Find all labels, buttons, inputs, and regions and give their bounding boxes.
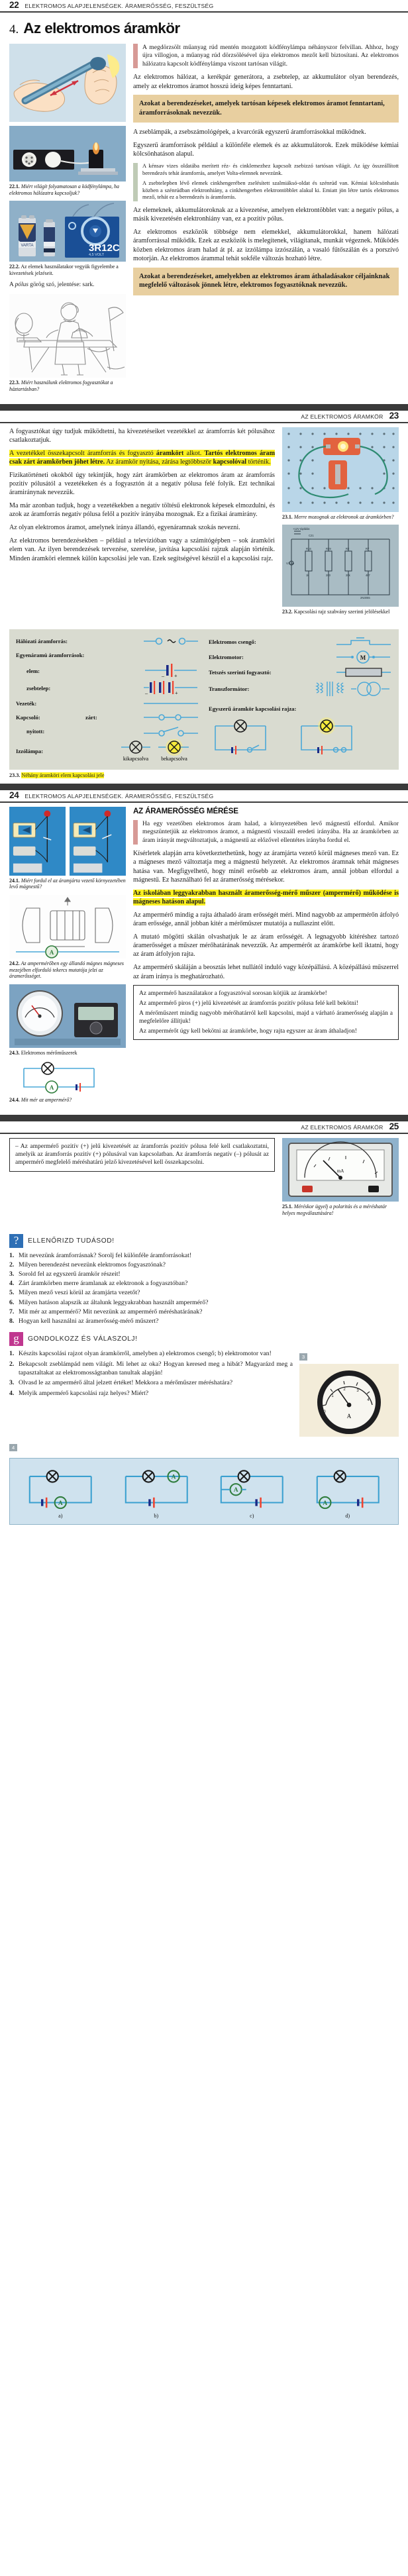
- g-letter-icon: g: [9, 1332, 23, 1346]
- page23-paragraph-5: Az elektromos berendezésekben – például a televízióban vagy a számítógépben – sok áramköri elem van. Az ilyen berendezések tervezése, szerelése, javítása kapcsolási rajzuk alapján történik. Minden áramköri elemnek külön kapcsolási jele van. Ezek segítségével készül el a kapcsolási rajz.: [9, 537, 275, 562]
- circuit-diagram-b: [110, 1464, 203, 1513]
- circuit-variant-a: [14, 1464, 107, 1519]
- symbol-row-bell: [209, 635, 392, 648]
- page-25: [0, 1121, 408, 1531]
- page25-top-columns: [0, 1134, 408, 1227]
- symbol-label-motor: Elektromotor:: [209, 653, 244, 660]
- hands-rubbing-rod-illustration: [9, 44, 126, 122]
- check-item-2: Milyen berendezést nevezünk elektromos fogyasztónak?: [19, 1261, 166, 1269]
- measuring-instruments-photo: [9, 984, 126, 1048]
- page23-paragraph-1: A fogyasztókat úgy tudjuk működtetni, ha kivezetéseiket vezetékkel az áramforrás két pólusához csatlakoztatjuk.: [9, 427, 275, 444]
- running-head-title: ELEKTROMOS ALAPJELENSÉGEK. ÁRAMERŐSSÉG, FESZÜLTSÉG: [25, 792, 214, 799]
- battery-model-label: 3R12C: [89, 242, 120, 254]
- symbol-row-transformer: [209, 680, 392, 697]
- transformer-symbol: [313, 680, 392, 697]
- page22-paragraph-3: Egyszerű áramforrások például a különféle elemek és az akkumulátorok. Ezek működése kémiai kölcsönhatáson alapul.: [133, 141, 399, 158]
- pegboard-circuit-photo: [282, 427, 399, 512]
- symbol-table-left-column: [16, 635, 199, 763]
- ammeter-rules-box: [133, 985, 399, 1040]
- page-24: [0, 790, 408, 1115]
- experiment-note-2b-text: A zsebtelepben lévő elemek cinkhengerében zselésített szalmiáksó-oldat és szénrúd van. Kémiai kölcsönhatás közben a szénrúdban elektronhiány, a cinkhengerben elektrontöbblet alakul ki. Emiatt jön létre tartós elektromos mező, tehát ez a berendezés is áramforrás.: [142, 180, 399, 201]
- check-item-1: Mit nevezünk áramforrásnak? Sorolj fel különféle áramforrásokat!: [19, 1252, 192, 1260]
- figure-24-2: [9, 895, 126, 980]
- page22-figure-column: [9, 44, 126, 397]
- svg-text:R16: R16: [306, 547, 311, 551]
- page24-highlight-text: Az iskolában leggyakrabban használt áramerősség-mérő műszer (ampermérő) működése is mágneses hatáson alapul.: [133, 889, 399, 905]
- round-ammeter-dial-photo: [299, 1364, 399, 1437]
- hl-c: alkot.: [183, 449, 205, 457]
- circuit-variant-c: [205, 1464, 299, 1519]
- figure-25-1-caption: [282, 1204, 399, 1216]
- symbol-row-motor: [209, 650, 392, 664]
- page22-columns: [0, 40, 408, 404]
- hl-g: történik.: [246, 458, 271, 466]
- check-knowledge-list: [9, 1252, 399, 1325]
- ammeter-letter-A: A: [49, 949, 54, 956]
- polus-italic-word: pólus: [15, 282, 28, 289]
- figure-24-3-text: Elektromos mérőműszerek: [21, 1049, 77, 1056]
- definition-box-fogyaszto: [133, 268, 399, 295]
- running-head-title: ELEKTROMOS ALAPJELENSÉGEK. ÁRAMERŐSSÉG, FESZÜLTSÉG: [25, 3, 214, 9]
- think-item-4: Melyik ampermérő kapcsolási rajz helyes? Miért?: [19, 1389, 149, 1397]
- symbol-label-cell: elem:: [26, 667, 40, 674]
- svg-text:3: 3: [356, 1389, 359, 1394]
- page25-topbox-column: [9, 1138, 275, 1177]
- figure-22-3-caption: [9, 380, 126, 392]
- think-answer-header: [9, 1332, 399, 1346]
- page23-text-column: [9, 427, 275, 563]
- running-head-title: AZ ELEKTROMOS ÁRAMKÖR: [301, 1123, 383, 1131]
- note-bar: [133, 44, 138, 68]
- list-item: 8. Hogyan kell használni az áramerősség-mérő műszert?: [9, 1317, 159, 1325]
- ammeter-polarity-box: – Az ampermérő pozitív (+) jelű kivezetését az áramforrás pozitív pólusa felé kell csatlakoztatni, amelyik az áramforrás pozitív (+) pólusával van kapcsolatban. Az áramforrás negatív (–) pólusát az ampermérő megfelelő méréshatárú jelző kivezetésével kell összekapcsolni.: [9, 1138, 275, 1172]
- symbol-label-resistor: Tetszés szerinti fogyasztó:: [209, 668, 272, 676]
- figure-23-2-number: 23.2.: [282, 609, 293, 615]
- polus-sidenote: A pólus görög szó, jelentése: sark.: [9, 282, 95, 289]
- page25-meter-figure: [282, 1138, 399, 1221]
- figure-22-1-text: Miért világít folyamatosan a ködfénylámpa, ha elektromos hálózatra kapcsoljuk?: [9, 183, 119, 196]
- circuit-diagram-d: [301, 1464, 395, 1513]
- figure-24-1-caption: [9, 878, 126, 890]
- svg-text:A: A: [58, 1500, 63, 1508]
- switch-open-symbol: [142, 725, 199, 737]
- lamp-symbols-group: [120, 739, 199, 763]
- ironing-sketch-illustration: [9, 294, 126, 378]
- circuit-variant-d: [301, 1464, 395, 1519]
- figure-24-3-caption: [9, 1050, 126, 1056]
- motor-symbol: [335, 650, 392, 664]
- page22-text-column: [133, 44, 399, 301]
- symbol-label-simple-circuit: Egyszerű áramkör kapcsolási rajza:: [209, 705, 297, 713]
- meter-scale-unit: mA: [336, 1168, 344, 1174]
- running-head-page22: [0, 0, 408, 13]
- lamp-on-label: bekapcsolva: [161, 755, 187, 762]
- svg-text:–: –: [162, 672, 164, 679]
- svg-text:–: –: [145, 690, 148, 696]
- wire-symbol: [142, 699, 199, 708]
- figure-23-1-number: 23.1.: [282, 513, 293, 520]
- folio-number: 23: [389, 410, 399, 421]
- experiment-note-24: [133, 820, 399, 845]
- symbol-row-ac-source: [16, 635, 199, 648]
- page24-paragraph-1: Kísérletek alapján arra következtethetünk, hogy az áramjárta vezető körül mágneses mező van. Ez a mágneses mező változtatja meg a mágnestű helyzetét. Az elektromos áramnak tehát mágneses hatása van. Megfigyelhető, hogy minél erősebb az elektromos áram, annál jobban elfordul a mágnestű. Ez használható fel az áramerősség mérésekor.: [133, 849, 399, 884]
- figure-24-2-text: Az ampermérőben egy állandó mágnes mágneses mezejében elforduló tekercs mutatója jelzi az áramerősséget.: [9, 960, 124, 980]
- running-head-page23: [0, 411, 408, 423]
- hl-f: kapcsolóval: [213, 458, 247, 466]
- check-item-4: Zárt áramkörben merre áramlanak az elektronok a fogyasztóban?: [19, 1280, 188, 1288]
- svg-text:200: 200: [326, 574, 331, 578]
- symbol-label-dc-sources: Egyenáramú áramforrások:: [16, 652, 85, 659]
- svg-text:R2: R2: [346, 547, 350, 551]
- think-answer-title: GONDOLKOZZ ÉS VÁLASZOLJ!: [28, 1335, 138, 1343]
- symbol-label-bell: Elektromos csengő:: [209, 638, 256, 645]
- svg-text:VARTA: VARTA: [21, 244, 34, 248]
- page24-text-column: [133, 807, 399, 1045]
- ammeter-coil-diagram: [9, 895, 126, 958]
- figure-23-1-caption: [282, 514, 399, 521]
- circuit-diagram-a: [14, 1464, 107, 1513]
- svg-text:A: A: [171, 1474, 176, 1481]
- symbol-label-switch: Kapcsoló:: [16, 714, 40, 721]
- svg-text:+: +: [174, 672, 178, 679]
- resistor-symbol: [335, 666, 392, 679]
- page24-highlight: [133, 889, 399, 907]
- figure-22-3-number: 22.3.: [9, 380, 20, 386]
- list-item: 2. Bekapcsolt zseblámpád nem világít. Mi lehet az oka? Hogyan keresed meg a hibát? Magyarázd meg a tapasztaltakat az elektromosságtanban tanultak alapján!: [9, 1360, 293, 1376]
- think-item-1: Készíts kapcsolási rajzot olyan áramkörről, amelyben a) elektromos csengő; b) elektromotor van!: [19, 1350, 272, 1358]
- figure-22-2-number: 22.2.: [9, 264, 20, 270]
- page23-columns: [0, 423, 408, 627]
- list-item: 1. Készíts kapcsolási rajzot olyan áramkörről, amelyben a) elektromos csengő; b) elektromotor van!: [9, 1350, 272, 1358]
- svg-text:2N3055: 2N3055: [360, 596, 370, 600]
- symbol-row-resistor: [209, 666, 392, 679]
- page23-figure-column: [282, 427, 399, 620]
- page24-paragraph-2: Az ampermérő mindig a rajta áthaladó áram erősségét méri. Mind nagyobb az ampermérőn átfolyó áram erőssége, annál jobban kitér a mérőműszer mutatója a nullaszint előtt.: [133, 911, 399, 928]
- figure-24-4-text: Mit mér az ampermérő?: [21, 1097, 72, 1104]
- note-bar: [133, 820, 138, 845]
- page22-paragraph-4: Az elemeknek, akkumulátoroknak az a kivezetése, amelyen elektrontöbblet van: a negatív pólus, a másik kivezetésén elektronhiány van, ez a pozitív pólus.: [133, 206, 399, 223]
- circuit-label-a: a): [58, 1513, 63, 1520]
- figure-22-3-text: Miért használunk elektromos fogyasztókat a háztartásban?: [9, 380, 113, 392]
- figure-23-1-text: Merre mozognak az elektronok az áramkörben?: [293, 513, 394, 520]
- check-knowledge-header: [9, 1234, 399, 1248]
- symbol-row-switch-closed: [16, 711, 199, 724]
- symbol-sublabel-open: nyitott:: [26, 728, 45, 735]
- figure-22-1-caption: [9, 183, 126, 196]
- page-separator-3: [0, 1115, 408, 1121]
- batteries-photo: [9, 201, 126, 262]
- think-figure-column: [299, 1350, 399, 1437]
- circuit-diagram-c: [205, 1464, 299, 1513]
- definition-box-aramforras-text: Azokat a berendezéseket, amelyek tartósan képesek elektromos áramot fenntartani, áramforrásoknak nevezzük.: [139, 100, 385, 117]
- figure-24-3: [9, 984, 126, 1056]
- list-item: 4. Zárt áramkörben merre áramlanak az elektronok a fogyasztóban?: [9, 1280, 188, 1288]
- check-item-8: Hogyan kell használni az áramerősség-mérő műszert?: [19, 1317, 159, 1325]
- symbol-sublabel-closed: zárt:: [85, 714, 97, 721]
- circuit-label-d: d): [345, 1513, 350, 1520]
- figure-22-1-photo: [9, 126, 126, 196]
- page24-columns: [0, 803, 408, 1115]
- symbol-label-battery: zsebtelep:: [26, 684, 51, 692]
- symbol-row-battery: [16, 680, 199, 696]
- svg-text:R7: R7: [366, 547, 370, 551]
- list-item: 6. Milyen hatáson alapszik az általunk leggyakrabban használt ampermérő?: [9, 1298, 209, 1306]
- page22-paragraph-5: Az elektromos eszközök többsége nem elemekkel, akkumulátorokkal, hanem hálózati áramforrással működik. Ezek az eszközök is melegítenek, világítanak, munkát végeznek. Működés közben elektromos áram halad át pl. az izzólámpa izzószálán, a vasaló fűtőszálán és a porszívó motorján. Az elektromos árammal tehát sokféle változás hozható létre.: [133, 229, 399, 262]
- page23-paragraph-3: Ma már azonban tudjuk, hogy a vezetékekben a negatív töltésű elektronok képesek elmozdulni, és azok az áramforrás negatív pólusa felől a pozitív irányába mozognak. Ez a fizikai áramirány.: [9, 502, 275, 519]
- figure-24-2-caption: [9, 960, 126, 980]
- ammeter-circuit-diagram: [9, 1060, 126, 1095]
- figure-23-3-caption: [9, 772, 399, 778]
- figure-24-4-number: 24.4.: [9, 1097, 20, 1104]
- hl-e: Az áramkör nyitása, zárása legtöbbször: [105, 458, 213, 466]
- simple-circuit-diagrams: [209, 717, 374, 759]
- symbol-label-transformer: Transzformátor:: [209, 685, 250, 692]
- experiment-note-24-text: Ha egy vezetőben elektromos áram halad, a környezetében levő mágnestű elfordul. Amikor megszüntetjük az elektromos áramot, a mágnestű visszaáll eredeti irányába. Ha az áramkörben az áram irányát megváltoztatjuk, a mágnestű az előzővel ellentétes irányba fordul el.: [142, 819, 399, 844]
- list-item: 7. Mit mér az ampermérő? Mit nevezünk az ampermérő méréshatárának?: [9, 1308, 203, 1315]
- figure-22-2-caption: [9, 264, 126, 276]
- section-heading-aramerosseg: AZ ÁRAMERŐSSÉG MÉRÉSE: [133, 806, 238, 815]
- figure-23-2-text: Kapcsolási rajz szabvány szerinti jelölésekkel: [293, 609, 390, 615]
- svg-text:+: +: [175, 690, 178, 696]
- list-item: 1. Mit nevezünk áramforrásnak? Sorolj fel különféle áramforrásokat!: [9, 1252, 192, 1260]
- hl-d: Tartós elektromos áram csak zárt áramkörben jöhet létre.: [9, 449, 275, 466]
- list-item: 5. Milyen mező veszi körül az áramjárta vezetőt?: [9, 1289, 140, 1297]
- svg-text:4: 4: [367, 1398, 370, 1403]
- check-item-7: Mit mér az ampermérő? Mit nevezünk az ampermérő méréshatárának?: [19, 1308, 203, 1315]
- figure-24-2-number: 24.2.: [9, 960, 20, 966]
- schematic-diagram-photo: [282, 525, 399, 607]
- compass-experiment-photo-b: [70, 807, 126, 876]
- svg-text:2: 2: [343, 1388, 346, 1392]
- running-head-title: AZ ELEKTROMOS ÁRAMKÖR: [301, 413, 383, 420]
- chapter-number: 4.: [9, 23, 19, 36]
- list-item: 2. Milyen berendezést nevezünk elektromos fogyasztónak?: [9, 1261, 166, 1269]
- ammeter-rule-4: Az ampermérőt úgy kell bekötni az áramkörbe, hogy rajta egyszer az áram áthaladjon!: [139, 1028, 357, 1035]
- list-item: 4. Melyik ampermérő kapcsolási rajz helyes? Miért?: [9, 1389, 149, 1397]
- ammeter-rule-1: Az ampermérő használatakor a fogyasztóval sorosan kötjük az áramkörbe!: [139, 990, 327, 998]
- svg-text:C21: C21: [309, 534, 314, 538]
- circuit-variant-b: [110, 1464, 203, 1519]
- figure-25-1-text: Méréskor ügyelj a polaritás és a méréshatár helyes megválasztására!: [282, 1203, 387, 1216]
- circuit-variants-strip: [9, 1458, 399, 1525]
- symbol-row-simple-circuit-title: [209, 703, 392, 715]
- symbol-label-lamp: Izzólámpa:: [16, 747, 44, 754]
- figure-23-3-text: Néhány áramköri elem kapcsolási jele: [21, 772, 105, 778]
- experiment-note-1: [133, 44, 399, 68]
- page23-paragraph-4: Az olyan elektromos áramot, amelynek iránya állandó, egyenáramnak szokás nevezni.: [9, 524, 240, 532]
- check-knowledge-title: ELLENŐRIZD TUDÁSOD!: [28, 1237, 115, 1245]
- check-item-3: Sorold fel az egyszerű áramkör részeit!: [19, 1270, 121, 1278]
- svg-text:R29: R29: [326, 547, 331, 551]
- battery-voltage-label: 4,5 VOLT: [89, 253, 105, 258]
- hl-b: áramkört: [156, 449, 184, 457]
- definition-box-fogyaszto-text: Azokat a berendezéseket, amelyekben az elektromos áram áthaladásakor céljainknak megfelelő változások jönnek létre, elektromos fogyasztóknak nevezzük.: [139, 272, 390, 289]
- figure-22-2-text: Az elemek használatakor vegyük figyelembe a kivezetések jelzéseit.: [9, 264, 119, 276]
- ac-source-symbol: [142, 636, 199, 646]
- symbol-row-cell: [16, 663, 199, 679]
- svg-text:A: A: [322, 1500, 327, 1508]
- symbol-row-wire: [16, 697, 199, 710]
- svg-text:1k: 1k: [306, 574, 309, 578]
- experiment-note-2a-text: A kénsav vizes oldatába merített réz- és cinklemezhez kapcsolt zsebizzó tartósan világít. Az így összeállított berendezés tehát áramforrás, amelyet Volta-elemnek nevezünk.: [142, 163, 399, 176]
- folio-number: 25: [389, 1121, 399, 1131]
- figure-tag-4: 4: [9, 1444, 17, 1451]
- svg-text:+12V táplálás: +12V táplálás: [293, 527, 310, 531]
- page-separator-1: [0, 404, 408, 411]
- experiment-note-1-text: A megdörzsölt műanyag rúd mentén mozgatott ködfénylámpa néhányszor felvillan. Ahhoz, hogy újra villogjon, a műanyag rúd dörzsölésével újra elektromos mezőt kell biztosítani. Az elektromos hálózatra kapcsolt ködfénylámpa viszont tartósan világít.: [142, 44, 399, 68]
- circuit-label-c: c): [250, 1513, 254, 1520]
- figure-24-1-text: Miért fordul el az áramjárta vezető környezetében levő mágnestű?: [9, 877, 126, 890]
- switch-closed-symbol: [142, 712, 199, 723]
- analog-ammeter-photo: [282, 1138, 399, 1202]
- figure-24-1: [9, 807, 126, 890]
- circuit-label-b: b): [154, 1513, 159, 1520]
- figure-24-4: [9, 1060, 126, 1104]
- folio-number: 22: [9, 0, 19, 10]
- page-22: [0, 0, 408, 404]
- page23-highlight-paragraph: [9, 449, 275, 467]
- list-item: 3. Sorold fel az egyszerű áramkör részeit!: [9, 1270, 121, 1278]
- page22-paragraph-1: Az elektromos hálózat, a kerékpár generátora, a zsebtelep, az akkumulátor olyan berendezés, amely az elektromos áramot hosszú ideig képes fenntartani.: [133, 74, 399, 90]
- ammeter-rule-2: Az ampermérő piros (+) jelű kivezetését az áramforrás pozitív pólusa felé kell bekötni!: [139, 1000, 358, 1007]
- page-23: [0, 411, 408, 784]
- page23-paragraph-2: Fizikatörténeti okokból úgy tekintjük, hogy zárt áramkörben az elektromos áram az áramforrás pozitív pólusától a vezetékeken és a fogyasztón át a negatív pólusa felé folyik. Ezt technikai áramiránynak nevezzük.: [9, 471, 275, 497]
- lamp-off-label: kikapcsolva: [123, 755, 149, 762]
- bell-symbol: [335, 635, 392, 648]
- cell-symbol: [142, 663, 199, 679]
- svg-text:20k: 20k: [346, 574, 350, 578]
- page24-paragraph-4: Az ampermérő skáláján a beosztás lehet nullától induló vagy középállású. A középállású műszerrel az áram iránya is meghatározható.: [133, 964, 399, 980]
- figure-22-1: [9, 44, 126, 122]
- figure-23-3-number: 23.3.: [9, 772, 21, 778]
- svg-text:0: 0: [323, 1410, 326, 1415]
- figure-24-1-number: 24.1.: [9, 877, 20, 884]
- page22-paragraph-2: A zseblámpák, a zsebszámológépek, a kvarcórák egyszerű áramforrásokkal működnek.: [133, 129, 366, 136]
- circuit-symbol-table: [9, 629, 399, 770]
- running-head-page25: [0, 1121, 408, 1134]
- battery-symbol: [142, 680, 199, 696]
- page-title: [0, 13, 408, 40]
- figure-23-2-caption: [282, 609, 399, 615]
- folio-number: 24: [9, 790, 19, 800]
- think-answer-list: [9, 1350, 293, 1400]
- figure-22-2: [9, 201, 126, 276]
- ammeter-rule-3: A mérőműszert mindig nagyobb mérőhatárról kell kapcsolni, majd a várható áramerősség alapján a megfelelőre állítjuk!: [139, 1010, 393, 1025]
- think-item-2: Bekapcsolt zseblámpád nem világít. Mi lehet az oka? Hogyan keresed meg a hibát? Magyarázd meg a tapasztaltakat az elektromosságtanban tanultak alapján!: [19, 1360, 293, 1376]
- page24-figure-column: [9, 807, 126, 1108]
- figure-25-1-number: 25.1.: [282, 1203, 293, 1210]
- page-separator-2: [0, 784, 408, 790]
- svg-text:A: A: [233, 1487, 238, 1494]
- figure-23-2: [282, 525, 399, 615]
- svg-text:1: 1: [331, 1394, 334, 1399]
- think-item-3: Olvasd le az ampermérő által jelzett értéket! Mekkora a mérőműszer méréshatára?: [19, 1379, 233, 1387]
- symbol-row-dc-sources: [16, 649, 199, 662]
- figure-24-4-caption: [9, 1097, 126, 1104]
- definition-box-aramforras: [133, 95, 399, 123]
- symbol-row-simple-circuit-diagrams: [209, 717, 392, 759]
- ammeter-symbol-letter: A: [49, 1084, 54, 1092]
- figure-tag-3: 3: [299, 1353, 307, 1361]
- symbol-row-switch-open: [16, 725, 199, 738]
- dial-letter-A: A: [346, 1413, 352, 1420]
- check-item-5: Milyen mező veszi körül az áramjárta vezetőt?: [19, 1289, 140, 1297]
- svg-text:V/2,5e: V/2,5e: [286, 562, 295, 566]
- mains-socket-photo: [9, 126, 126, 181]
- svg-text:4k7: 4k7: [366, 574, 370, 578]
- figure-22-3: [9, 294, 126, 392]
- hl-a: A vezetékkel összekapcsolt áramforrás és fogyasztó: [9, 449, 156, 457]
- symbol-label-ac-source: Hálózati áramforrás:: [16, 638, 68, 645]
- question-mark-icon: ?: [9, 1234, 23, 1248]
- check-item-6: Milyen hatáson alapszik az általunk leggyakrabban használt ampermérő?: [19, 1298, 209, 1306]
- chapter-name: Az elektromos áramkör: [23, 20, 180, 36]
- experiment-note-2: [133, 163, 399, 201]
- running-head-page24: [0, 790, 408, 803]
- svg-text:M: M: [360, 654, 366, 661]
- compass-experiment-photo-a: [9, 807, 66, 876]
- figure-22-1-number: 22.1.: [9, 183, 20, 189]
- figure-23-1: [282, 427, 399, 521]
- symbol-table-right-column: [209, 635, 392, 763]
- page24-paragraph-3: A mutató mögötti skálán olvashatjuk le az áram erősségét. A legnagyobb kitéréshez tartozó áramerősséget a műszer mérőhatárának nevezzük. Az ampermérőt az áramkörbe kell iktatni, hogy az áram átfolyjon rajta.: [133, 933, 399, 958]
- note-bar: [133, 163, 138, 201]
- symbol-row-lamp: [16, 739, 199, 763]
- figure-24-3-number: 24.3.: [9, 1049, 20, 1056]
- list-item: 3. Olvasd le az ampermérő által jelzett értéket! Mekkora a mérőműszer méréshatára?: [9, 1379, 233, 1387]
- symbol-label-wire: Vezeték:: [16, 700, 37, 707]
